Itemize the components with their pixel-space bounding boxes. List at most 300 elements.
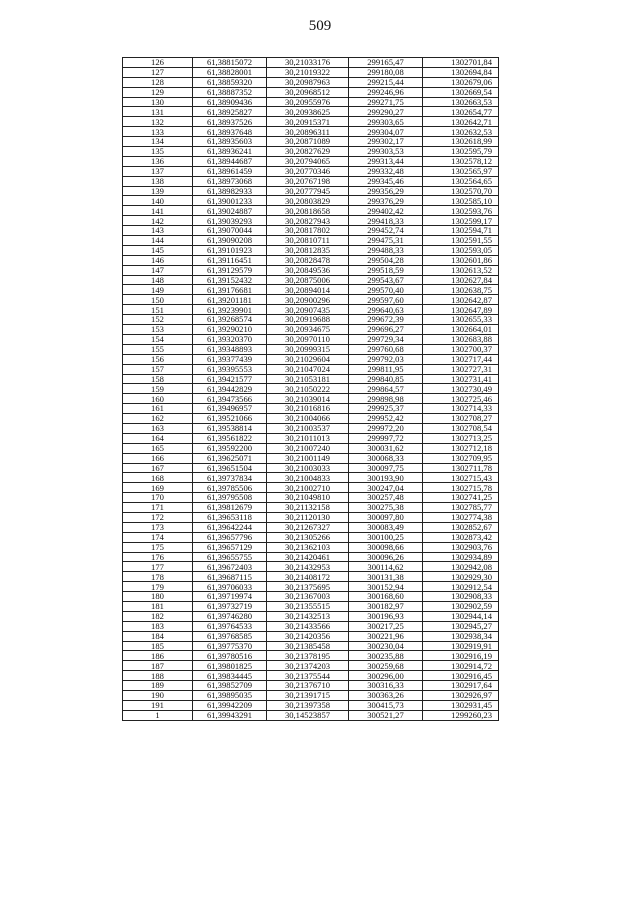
longitude-cell: 30,21375544 [267,671,349,681]
longitude-cell: 30,21367003 [267,592,349,602]
y-coordinate-cell: 1302712,18 [423,443,499,453]
table-row [123,255,499,265]
point-number-cell: 188 [123,671,193,681]
point-number-cell: 146 [123,255,193,265]
x-coordinate-cell: 299864,57 [349,384,423,394]
y-coordinate-cell: 1302694,84 [423,67,499,77]
table-row [123,176,499,186]
x-coordinate-cell: 299376,29 [349,196,423,206]
x-coordinate-cell: 299302,17 [349,137,423,147]
longitude-cell: 30,20955976 [267,97,349,107]
x-coordinate-cell: 300114,62 [349,562,423,572]
y-coordinate-cell: 1302711,78 [423,463,499,473]
longitude-cell: 30,20938625 [267,107,349,117]
point-number-cell: 147 [123,265,193,275]
table-row [123,512,499,522]
table-row [123,404,499,414]
latitude-cell: 61,39653118 [193,512,267,522]
y-coordinate-cell: 1302638,75 [423,285,499,295]
x-coordinate-cell: 299729,34 [349,334,423,344]
table-row [123,552,499,562]
x-coordinate-cell: 299303,53 [349,147,423,157]
y-coordinate-cell: 1302926,97 [423,691,499,701]
y-coordinate-cell: 1302713,25 [423,433,499,443]
x-coordinate-cell: 299271,75 [349,97,423,107]
point-number-cell: 148 [123,275,193,285]
x-coordinate-cell: 300196,93 [349,611,423,621]
latitude-cell: 61,38909436 [193,97,267,107]
x-coordinate-cell: 299452,74 [349,226,423,236]
table-row [123,414,499,424]
longitude-cell: 30,20900296 [267,295,349,305]
point-number-cell: 175 [123,542,193,552]
y-coordinate-cell: 1302903,76 [423,542,499,552]
x-coordinate-cell: 299760,68 [349,344,423,354]
point-number-cell: 167 [123,463,193,473]
latitude-cell: 61,39687115 [193,572,267,582]
y-coordinate-cell: 1302919,91 [423,641,499,651]
x-coordinate-cell: 299811,95 [349,364,423,374]
longitude-cell: 30,20812835 [267,245,349,255]
table-row [123,433,499,443]
x-coordinate-cell: 299418,33 [349,216,423,226]
table-row [123,601,499,611]
point-number-cell: 187 [123,661,193,671]
latitude-cell: 61,38944687 [193,156,267,166]
longitude-cell: 30,21016816 [267,404,349,414]
table-row [123,621,499,631]
point-number-cell: 139 [123,186,193,196]
y-coordinate-cell: 1302852,67 [423,522,499,532]
x-coordinate-cell: 299215,44 [349,77,423,87]
point-number-cell: 186 [123,651,193,661]
latitude-cell: 61,39795508 [193,493,267,503]
latitude-cell: 61,39775370 [193,641,267,651]
x-coordinate-cell: 300415,73 [349,700,423,710]
table-row [123,166,499,176]
latitude-cell: 61,39496957 [193,404,267,414]
latitude-cell: 61,39785506 [193,483,267,493]
latitude-cell: 61,39101923 [193,245,267,255]
point-number-cell: 141 [123,206,193,216]
y-coordinate-cell: 1302727,31 [423,364,499,374]
table-row [123,216,499,226]
x-coordinate-cell: 300275,38 [349,503,423,513]
point-number-cell: 129 [123,87,193,97]
point-number-cell: 182 [123,611,193,621]
page-number: 509 [308,18,332,34]
longitude-cell: 30,20849536 [267,265,349,275]
table-row [123,671,499,681]
latitude-cell: 61,39561822 [193,433,267,443]
longitude-cell: 30,20934675 [267,325,349,335]
longitude-cell: 30,21004066 [267,414,349,424]
table-row [123,147,499,157]
table-row [123,631,499,641]
table-row [123,156,499,166]
longitude-cell: 30,21355515 [267,601,349,611]
point-number-cell: 154 [123,334,193,344]
latitude-cell: 61,38935603 [193,137,267,147]
longitude-cell: 30,20871089 [267,137,349,147]
table-row [123,236,499,246]
point-number-cell: 153 [123,325,193,335]
latitude-cell: 61,38961459 [193,166,267,176]
latitude-cell: 61,39706033 [193,582,267,592]
longitude-cell: 30,21305266 [267,532,349,542]
longitude-cell: 30,21053181 [267,374,349,384]
y-coordinate-cell: 1302714,33 [423,404,499,414]
latitude-cell: 61,39943291 [193,710,267,720]
x-coordinate-cell: 300068,33 [349,453,423,463]
longitude-cell: 30,21397358 [267,700,349,710]
point-number-cell: 136 [123,156,193,166]
point-number-cell: 137 [123,166,193,176]
latitude-cell: 61,39655755 [193,552,267,562]
y-coordinate-cell: 1302594,71 [423,226,499,236]
latitude-cell: 61,39732719 [193,601,267,611]
y-coordinate-cell: 1302916,45 [423,671,499,681]
x-coordinate-cell: 299475,31 [349,236,423,246]
table-row [123,226,499,236]
longitude-cell: 30,21050222 [267,384,349,394]
table-row [123,186,499,196]
table-row [123,295,499,305]
point-number-cell: 159 [123,384,193,394]
x-coordinate-cell: 300316,33 [349,681,423,691]
point-number-cell: 181 [123,601,193,611]
x-coordinate-cell: 300100,25 [349,532,423,542]
latitude-cell: 61,38936241 [193,147,267,157]
x-coordinate-cell: 300193,90 [349,473,423,483]
point-number-cell: 164 [123,433,193,443]
table-row [123,473,499,483]
point-number-cell: 185 [123,641,193,651]
point-number-cell: 128 [123,77,193,87]
x-coordinate-cell: 299597,60 [349,295,423,305]
longitude-cell: 30,20777945 [267,186,349,196]
latitude-cell: 61,39746280 [193,611,267,621]
table-row [123,681,499,691]
x-coordinate-cell: 300235,88 [349,651,423,661]
latitude-cell: 61,39895035 [193,691,267,701]
y-coordinate-cell: 1302578,12 [423,156,499,166]
y-coordinate-cell: 1302601,86 [423,255,499,265]
table-row [123,245,499,255]
latitude-cell: 61,38887352 [193,87,267,97]
latitude-cell: 61,39625071 [193,453,267,463]
point-number-cell: 158 [123,374,193,384]
longitude-cell: 30,21003033 [267,463,349,473]
y-coordinate-cell: 1302916,19 [423,651,499,661]
y-coordinate-cell: 1302663,53 [423,97,499,107]
latitude-cell: 61,39176681 [193,285,267,295]
table-row [123,58,499,68]
latitude-cell: 61,39001233 [193,196,267,206]
table-row [123,651,499,661]
longitude-cell: 30,21420461 [267,552,349,562]
longitude-cell: 30,20919688 [267,315,349,325]
point-number-cell: 191 [123,700,193,710]
y-coordinate-cell: 1302585,10 [423,196,499,206]
y-coordinate-cell: 1302929,30 [423,572,499,582]
coordinates-table [122,57,499,721]
y-coordinate-cell: 1302664,01 [423,325,499,335]
point-number-cell: 165 [123,443,193,453]
table-row [123,542,499,552]
point-number-cell: 151 [123,305,193,315]
longitude-cell: 30,21432513 [267,611,349,621]
y-coordinate-cell: 1302731,41 [423,374,499,384]
table-row [123,661,499,671]
longitude-cell: 30,20818658 [267,206,349,216]
point-number-cell: 190 [123,691,193,701]
table-row [123,611,499,621]
y-coordinate-cell: 1302593,76 [423,206,499,216]
y-coordinate-cell: 1302902,59 [423,601,499,611]
point-number-cell: 176 [123,552,193,562]
point-number-cell: 172 [123,512,193,522]
latitude-cell: 61,39737834 [193,473,267,483]
y-coordinate-cell: 1302934,89 [423,552,499,562]
x-coordinate-cell: 300221,96 [349,631,423,641]
table-row [123,275,499,285]
x-coordinate-cell: 300168,60 [349,592,423,602]
y-coordinate-cell: 1302931,45 [423,700,499,710]
point-number-cell: 184 [123,631,193,641]
latitude-cell: 61,39070044 [193,226,267,236]
latitude-cell: 61,38973068 [193,176,267,186]
latitude-cell: 61,39290210 [193,325,267,335]
latitude-cell: 61,39592200 [193,443,267,453]
point-number-cell: 162 [123,414,193,424]
table-row [123,127,499,137]
x-coordinate-cell: 299313,44 [349,156,423,166]
latitude-cell: 61,38828001 [193,67,267,77]
y-coordinate-cell: 1302944,14 [423,611,499,621]
table-row [123,691,499,701]
point-number-cell: 189 [123,681,193,691]
y-coordinate-cell: 1302613,52 [423,265,499,275]
y-coordinate-cell: 1302717,44 [423,354,499,364]
point-number-cell: 143 [123,226,193,236]
point-number-cell: 178 [123,572,193,582]
latitude-cell: 61,38815072 [193,58,267,68]
longitude-cell: 30,21029604 [267,354,349,364]
longitude-cell: 30,20968512 [267,87,349,97]
point-number-cell: 1 [123,710,193,720]
longitude-cell: 30,21408172 [267,572,349,582]
y-coordinate-cell: 1299260,23 [423,710,499,720]
table-row [123,334,499,344]
latitude-cell: 61,39348893 [193,344,267,354]
y-coordinate-cell: 1302618,99 [423,137,499,147]
x-coordinate-cell: 299543,67 [349,275,423,285]
latitude-cell: 61,39377439 [193,354,267,364]
y-coordinate-cell: 1302595,79 [423,147,499,157]
table-row [123,710,499,720]
y-coordinate-cell: 1302632,53 [423,127,499,137]
x-coordinate-cell: 300230,04 [349,641,423,651]
longitude-cell: 30,20828478 [267,255,349,265]
y-coordinate-cell: 1302785,77 [423,503,499,513]
x-coordinate-cell: 300521,27 [349,710,423,720]
point-number-cell: 127 [123,67,193,77]
y-coordinate-cell: 1302908,33 [423,592,499,602]
point-number-cell: 132 [123,117,193,127]
longitude-cell: 30,21362103 [267,542,349,552]
point-number-cell: 138 [123,176,193,186]
latitude-cell: 61,39834445 [193,671,267,681]
point-number-cell: 173 [123,522,193,532]
y-coordinate-cell: 1302774,38 [423,512,499,522]
longitude-cell: 30,21007240 [267,443,349,453]
y-coordinate-cell: 1302564,65 [423,176,499,186]
x-coordinate-cell: 299303,65 [349,117,423,127]
table-row [123,265,499,275]
y-coordinate-cell: 1302912,54 [423,582,499,592]
point-number-cell: 163 [123,423,193,433]
y-coordinate-cell: 1302917,64 [423,681,499,691]
longitude-cell: 30,21433566 [267,621,349,631]
longitude-cell: 30,21033176 [267,58,349,68]
table-row [123,315,499,325]
latitude-cell: 61,39201181 [193,295,267,305]
y-coordinate-cell: 1302914,72 [423,661,499,671]
x-coordinate-cell: 299165,47 [349,58,423,68]
longitude-cell: 30,21267327 [267,522,349,532]
table-row [123,206,499,216]
y-coordinate-cell: 1302683,88 [423,334,499,344]
point-number-cell: 150 [123,295,193,305]
table-row [123,97,499,107]
y-coordinate-cell: 1302700,37 [423,344,499,354]
point-number-cell: 134 [123,137,193,147]
x-coordinate-cell: 300097,80 [349,512,423,522]
table-row [123,641,499,651]
table-row [123,562,499,572]
point-number-cell: 169 [123,483,193,493]
longitude-cell: 30,20817802 [267,226,349,236]
table-row [123,137,499,147]
table-row [123,522,499,532]
table-row [123,325,499,335]
table-row [123,423,499,433]
longitude-cell: 30,21003537 [267,423,349,433]
longitude-cell: 30,21432953 [267,562,349,572]
table-row [123,374,499,384]
table-row [123,117,499,127]
latitude-cell: 61,39780516 [193,651,267,661]
table-row [123,443,499,453]
table-row [123,364,499,374]
table-row [123,77,499,87]
x-coordinate-cell: 300257,48 [349,493,423,503]
latitude-cell: 61,39764533 [193,621,267,631]
latitude-cell: 61,39024887 [193,206,267,216]
table-row [123,107,499,117]
y-coordinate-cell: 1302715,43 [423,473,499,483]
latitude-cell: 61,39320370 [193,334,267,344]
point-number-cell: 168 [123,473,193,483]
latitude-cell: 61,39268574 [193,315,267,325]
y-coordinate-cell: 1302873,42 [423,532,499,542]
table-row [123,344,499,354]
point-number-cell: 179 [123,582,193,592]
y-coordinate-cell: 1302565,97 [423,166,499,176]
latitude-cell: 61,38982933 [193,186,267,196]
x-coordinate-cell: 299997,72 [349,433,423,443]
y-coordinate-cell: 1302725,46 [423,394,499,404]
longitude-cell: 30,20999315 [267,344,349,354]
point-number-cell: 160 [123,394,193,404]
point-number-cell: 166 [123,453,193,463]
longitude-cell: 30,21420356 [267,631,349,641]
point-number-cell: 131 [123,107,193,117]
point-number-cell: 142 [123,216,193,226]
x-coordinate-cell: 299180,08 [349,67,423,77]
point-number-cell: 155 [123,344,193,354]
coordinates-table-body [123,58,499,721]
longitude-cell: 30,21039014 [267,394,349,404]
point-number-cell: 140 [123,196,193,206]
y-coordinate-cell: 1302642,71 [423,117,499,127]
latitude-cell: 61,39657129 [193,542,267,552]
latitude-cell: 61,38859320 [193,77,267,87]
x-coordinate-cell: 300217,25 [349,621,423,631]
x-coordinate-cell: 300152,94 [349,582,423,592]
longitude-cell: 30,21378195 [267,651,349,661]
y-coordinate-cell: 1302945,27 [423,621,499,631]
longitude-cell: 30,21391715 [267,691,349,701]
point-number-cell: 180 [123,592,193,602]
table-row [123,87,499,97]
x-coordinate-cell: 299696,27 [349,325,423,335]
y-coordinate-cell: 1302709,95 [423,453,499,463]
point-number-cell: 126 [123,58,193,68]
longitude-cell: 30,21004833 [267,473,349,483]
latitude-cell: 61,39442829 [193,384,267,394]
x-coordinate-cell: 299925,37 [349,404,423,414]
x-coordinate-cell: 300131,38 [349,572,423,582]
table-row [123,394,499,404]
longitude-cell: 30,20827629 [267,147,349,157]
x-coordinate-cell: 300031,62 [349,443,423,453]
longitude-cell: 30,21047024 [267,364,349,374]
y-coordinate-cell: 1302591,55 [423,236,499,246]
x-coordinate-cell: 299570,40 [349,285,423,295]
x-coordinate-cell: 299672,39 [349,315,423,325]
latitude-cell: 61,39719974 [193,592,267,602]
x-coordinate-cell: 300083,49 [349,522,423,532]
y-coordinate-cell: 1302708,27 [423,414,499,424]
latitude-cell: 61,38937648 [193,127,267,137]
y-coordinate-cell: 1302669,54 [423,87,499,97]
latitude-cell: 61,39651504 [193,463,267,473]
longitude-cell: 30,20915371 [267,117,349,127]
x-coordinate-cell: 299518,59 [349,265,423,275]
longitude-cell: 30,20907435 [267,305,349,315]
x-coordinate-cell: 299640,63 [349,305,423,315]
longitude-cell: 30,14523857 [267,710,349,720]
latitude-cell: 61,39521066 [193,414,267,424]
latitude-cell: 61,38937526 [193,117,267,127]
table-row [123,305,499,315]
latitude-cell: 61,39090208 [193,236,267,246]
latitude-cell: 61,39642244 [193,522,267,532]
table-row [123,532,499,542]
point-number-cell: 170 [123,493,193,503]
